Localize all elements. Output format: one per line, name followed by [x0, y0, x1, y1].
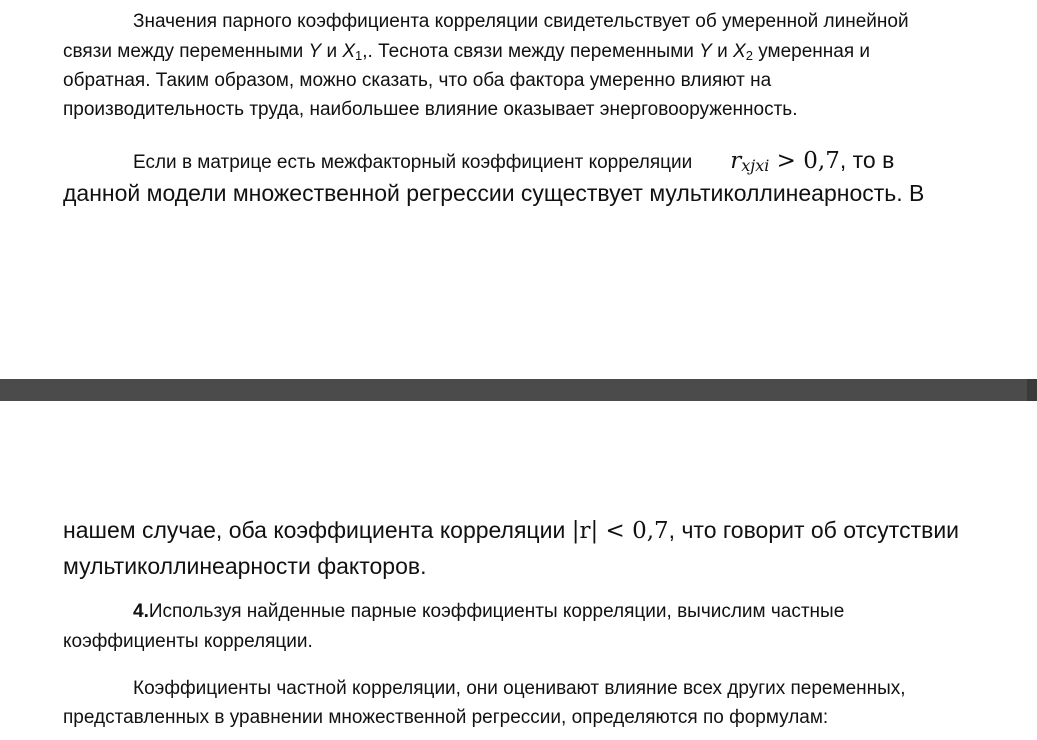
- paragraph-text: умеренная и: [752, 41, 871, 62]
- paragraph-line: [63, 703, 828, 733]
- math-variable: r: [730, 148, 742, 174]
- scrollbar-edge: [1027, 379, 1037, 401]
- paragraph-text: связи между переменными: [63, 41, 309, 62]
- paragraph-text: Коэффициенты частной корреляции, они оценивают влияние всех других переменных,: [133, 678, 906, 699]
- paragraph-line: [63, 549, 427, 583]
- paragraph-line: [63, 176, 924, 210]
- paragraph-line: [63, 627, 313, 657]
- paragraph-text: , что говорит об отсутствии: [668, 517, 960, 543]
- subscript: 1: [355, 48, 363, 63]
- paragraph-line: [133, 674, 906, 704]
- math-expression: > 0,7: [769, 148, 840, 174]
- paragraph-line: [133, 7, 909, 37]
- variable-x1: X: [342, 41, 356, 62]
- math-expression: |r| < 0,7: [571, 518, 669, 544]
- paragraph-line: [63, 37, 870, 67]
- variable-y: Y: [699, 41, 712, 62]
- page-separator: [0, 379, 1037, 401]
- math-subscript: xjxi: [741, 156, 770, 175]
- item-number: 4.: [133, 601, 149, 622]
- paragraph-text: Используя найденные парные коэффициенты корреляции, вычислим частные: [148, 601, 845, 622]
- paragraph-line: [133, 597, 844, 627]
- paragraph-text: и: [711, 41, 734, 62]
- subscript: 2: [745, 48, 753, 63]
- paragraph-text: и: [321, 41, 343, 62]
- paragraph-line: [63, 513, 959, 548]
- paragraph-line: [63, 95, 797, 125]
- paragraph-text: данной модели множественной регрессии существует мультиколлинеарность. В: [63, 180, 925, 206]
- paragraph-text: ,. Теснота связи между переменными: [362, 41, 700, 62]
- paragraph-text: производительность труда, наибольшее влияние оказывает энерговооруженность.: [63, 99, 798, 120]
- paragraph-text: нашем случае, оба коэффициента корреляции: [63, 517, 572, 543]
- paragraph-line: [63, 66, 771, 96]
- paragraph-text: представленных в уравнении множественной регрессии, определяются по формулам:: [63, 707, 829, 728]
- paragraph-text: обратная. Таким образом, можно сказать, что оба фактора умеренно влияют на: [63, 70, 772, 91]
- paragraph-text: коэффициенты корреляции.: [63, 631, 313, 652]
- paragraph-text: Значения парного коэффициента корреляции свидетельствует об умеренной линейной: [133, 11, 909, 32]
- variable-x2: X: [733, 41, 746, 62]
- paragraph-text: , то в: [839, 147, 895, 173]
- paragraph-line: [133, 143, 894, 178]
- paragraph-text: мультиколлинеарности факторов.: [63, 553, 427, 579]
- variable-y: Y: [308, 41, 322, 62]
- paragraph-text: Если в матрице есть межфакторный коэффициент корреляции: [133, 152, 693, 173]
